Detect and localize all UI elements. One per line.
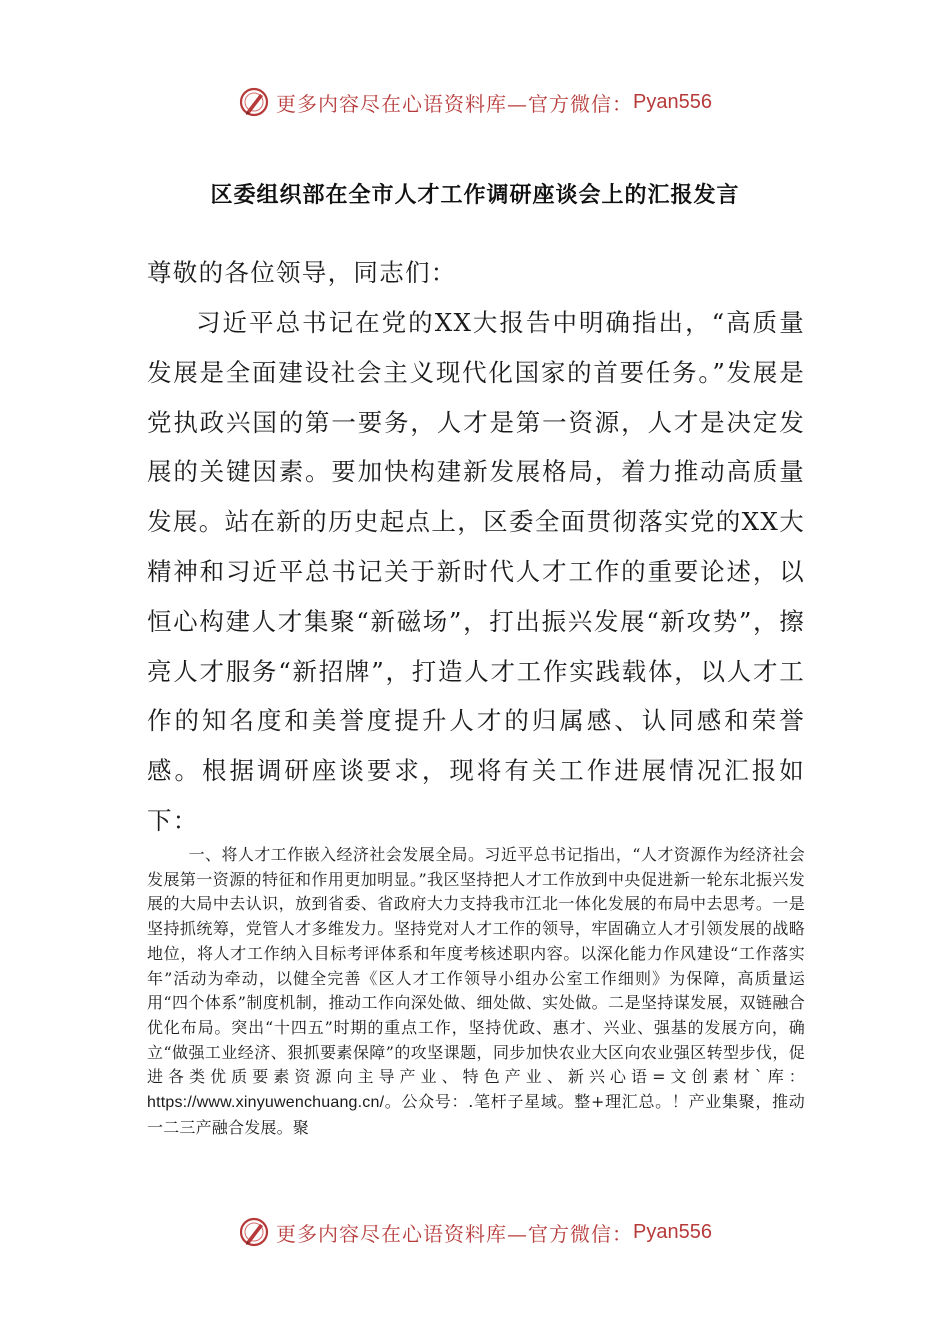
header-banner [0, 82, 950, 122]
section-1-url[interactable]: https://www.xinyuwenchuang.cn/ [147, 1094, 385, 1112]
intro-block [147, 298, 805, 846]
greeting: 尊敬的各位领导，同志们： [147, 258, 457, 287]
section-1-text: 一、将人才工作嵌入经济社会发展全局。习近平总书记指出，“人才资源作为经济社会发展第一资源的特征和作用更加明显。”我区坚持把人才工作放到中央促进新一轮东北振兴发展的大局中去认识，放到省委、省政府大力支持我市江北一体化发展的布局中去思考。一是坚持抓统筹，党管人才多维发力。坚持党对人才工作的领导，牢固确立人才引领发展的战略地位，将人才工作纳入目标考评体系和年度考核述职内容。以深化能力作风建设“工作落实年”活动为牵动，以健全完善《区人才工作领导小组办公室工作细则》为保障，高质量运用“四个体系”制度机制，推动工作向深处做、细处做、实处做。二是坚持谋发展，双链融合优化布局。突出“十四五”时期的重点工作，坚持优政、惠才、兴业、强基的发展方向，确立“做强工业经济、狠抓要素保障”的攻坚课题，同步加快农业大区向农业强区转型步伐，促进各类优质要素资源向主导产业、特色产业、新兴心语=文创素材`库： [147, 845, 805, 1087]
greeting-block [147, 248, 805, 298]
intro-paragraph: 习近平总书记在党的XX大报告中明确指出，“高质量发展是全面建设社会主义现代化国家的首要任务。”发展是党执政兴国的第一要务，人才是第一资源，人才是决定发展的关键因素。要加快构建新发展格局，着力推动高质量发展。站在新的历史起点上，区委全面贯彻落实党的XX大精神和习近平总书记关于新时代人才工作的重要论述，以恒心构建人才集聚“新磁场”，打出振兴发展“新攻势”，擦亮人才服务“新招牌”，打造人才工作实践载体，以人才工作的知名度和美誉度提升人才的归属感、认同感和荣誉感。根据调研座谈要求，现将有关工作进展情况汇报如下： [147, 308, 805, 835]
document-title: 区委组织部在全市人才工作调研座谈会上的汇报发言 [210, 183, 740, 208]
header-banner-text: 更多内容尽在心语资料库—官方微信： [276, 91, 634, 116]
footer-banner-text: 更多内容尽在心语资料库—官方微信： [276, 1221, 634, 1246]
footer-wechat-id: Pyan556 [633, 1220, 712, 1243]
pen-logo-icon [238, 1216, 270, 1248]
section-1-block [147, 843, 805, 1140]
section-1-paragraph [147, 843, 805, 1140]
footer-banner [0, 1212, 950, 1252]
pen-logo-icon [238, 86, 270, 118]
section-1-tail: 。公众号：.笔杆子星域。整+理汇总。！产业集聚，推动一二三产融合发展。聚 [147, 1092, 805, 1137]
header-wechat-id: Pyan556 [633, 90, 712, 113]
